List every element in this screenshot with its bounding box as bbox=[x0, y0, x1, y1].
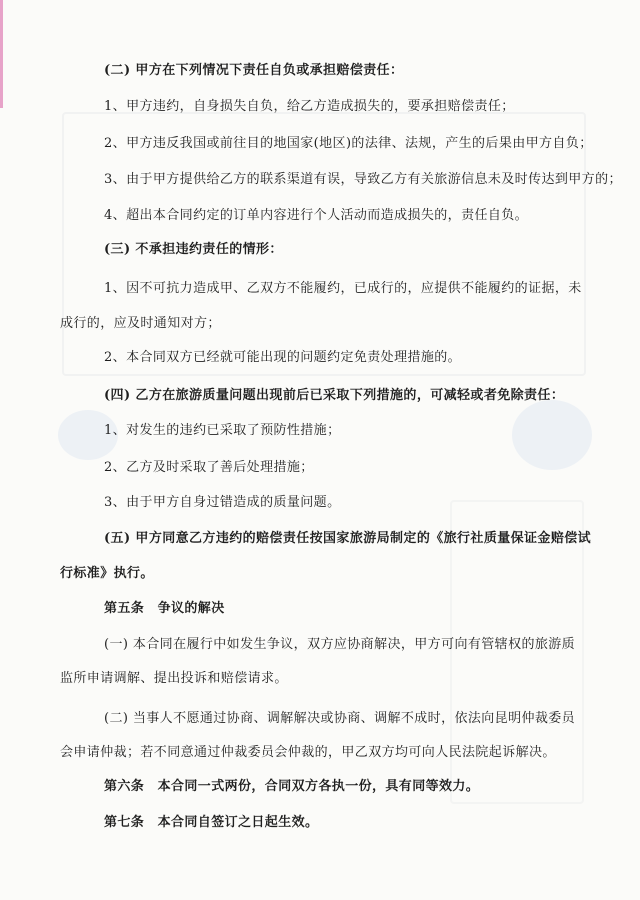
article-5-para-2-cont: 会申请仲裁；若不同意通过仲裁委员会仲裁的，甲乙双方均可向人民法院起诉解决。 bbox=[60, 745, 556, 760]
clause-heading-2: (二) 甲方在下列情况下责任自负或承担赔偿责任： bbox=[104, 63, 404, 78]
clause-item: 1、甲方违约，自身损失自负，给乙方造成损失的，要承担赔偿责任； bbox=[104, 99, 515, 114]
clause-heading-3: (三) 不承担违约责任的情形： bbox=[104, 242, 283, 257]
article-5-para-2: (二) 当事人不愿通过协商、调解解决或协商、调解不成时，依法向昆明仲裁委员 bbox=[104, 711, 576, 726]
article-5-para-1-cont: 监所申请调解、提出投诉和赔偿请求。 bbox=[60, 671, 288, 686]
clause-item: 1、对发生的违约已采取了预防性措施； bbox=[104, 423, 341, 438]
article-5-para-1: (一) 本合同在履行中如发生争议，双方应协商解决，甲方可向有管辖权的旅游质 bbox=[104, 637, 576, 652]
clause-item: 2、乙方及时采取了善后处理措施； bbox=[104, 460, 314, 475]
article-6: 第六条 本合同一式两份，合同双方各执一份，具有同等效力。 bbox=[104, 779, 480, 794]
clause-heading-5: (五) 甲方同意乙方违约的赔偿责任按国家旅游局制定的《旅行社质量保证金赔偿试 bbox=[104, 531, 592, 546]
article-5-heading: 第五条 争议的解决 bbox=[104, 601, 225, 616]
clause-item: 2、本合同双方已经就可能出现的问题约定免责处理措施的。 bbox=[104, 350, 462, 365]
clause-item: 3、由于甲方提供给乙方的联系渠道有误，导致乙方有关旅游信息未及时传达到甲方的； bbox=[104, 172, 622, 187]
clause-heading-4: (四) 乙方在旅游质量问题出现前后已采取下列措施的，可减轻或者免除责任： bbox=[104, 388, 565, 403]
clause-item: 3、由于甲方自身过错造成的质量问题。 bbox=[104, 495, 341, 510]
clause-item: 4、超出本合同约定的订单内容进行个人活动而造成损失的，责任自负。 bbox=[104, 208, 529, 223]
clause-item-cont: 成行的，应及时通知对方； bbox=[60, 316, 221, 331]
clause-item: 2、甲方违反我国或前往目的地国家(地区)的法律、法规，产生的后果由甲方自负； bbox=[104, 136, 593, 151]
clause-item: 1、因不可抗力造成甲、乙双方不能履约，已成行的，应提供不能履约的证据，未 bbox=[104, 281, 582, 296]
clause-heading-5-cont: 行标准》执行。 bbox=[60, 566, 154, 581]
article-7: 第七条 本合同自签订之日起生效。 bbox=[104, 815, 319, 830]
